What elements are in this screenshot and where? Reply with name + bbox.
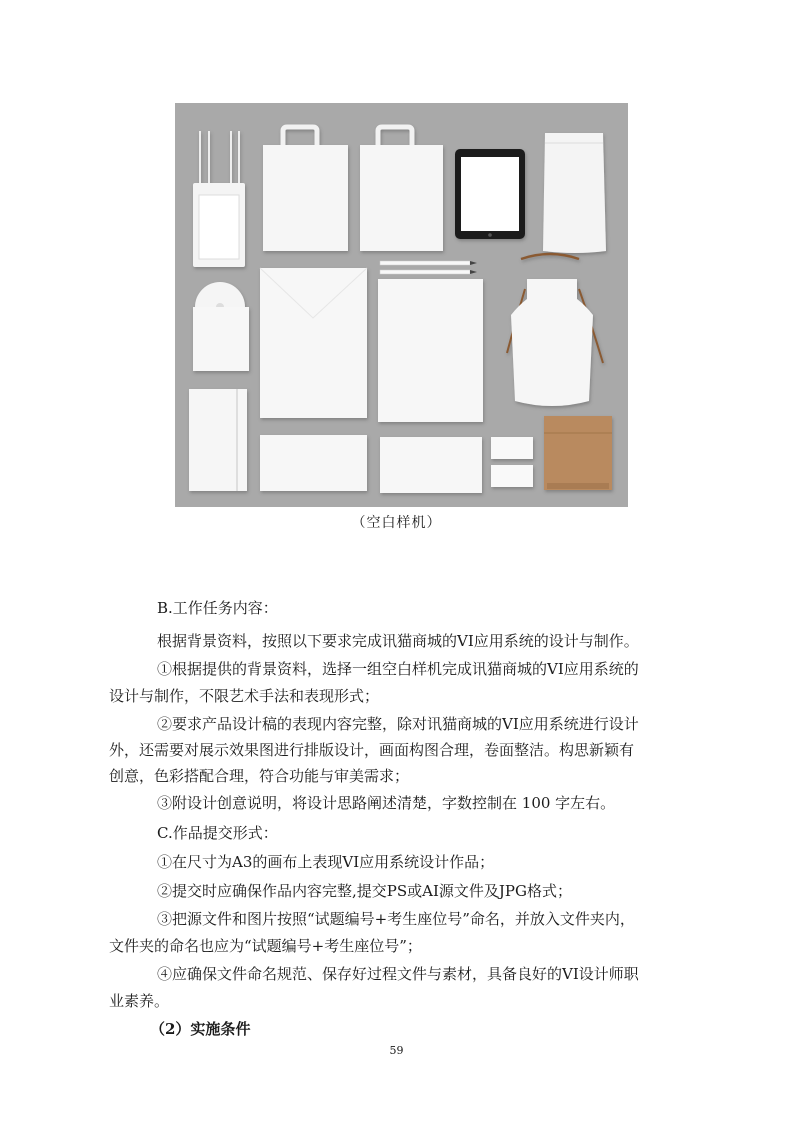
- heading-c: C.作品提交形式：: [157, 824, 278, 842]
- envelope-small: [380, 437, 482, 493]
- cd-sleeve: [193, 282, 249, 371]
- requirement-2-line-1: ②要求产品设计稿的表现内容完整，除对讯猫商城的VI应用系统进行设计: [157, 715, 639, 733]
- requirement-2-line-3: 创意，色彩搭配合理，符合功能与审美需求；: [109, 767, 410, 785]
- envelope-dl: [260, 435, 367, 491]
- tablet: [455, 149, 525, 239]
- stand-up-pouch: [543, 133, 606, 253]
- submission-1: ①在尺寸为A3的画布上表现VI应用系统设计作品；: [157, 853, 495, 871]
- id-badge: [193, 131, 245, 267]
- shopping-bag-1: [263, 127, 348, 251]
- notebook: [189, 389, 247, 491]
- shopping-bag-2: [360, 127, 443, 251]
- business-cards: [491, 437, 533, 487]
- page-number: 59: [389, 1044, 404, 1057]
- apron: [507, 254, 603, 406]
- submission-2: ②提交时应确保作品内容完整,提交PS或AI源文件及JPG格式；: [157, 882, 572, 900]
- intro-paragraph: 根据背景资料，按照以下要求完成讯猫商城的VI应用系统的设计与制作。: [157, 632, 639, 650]
- submission-3-line-2: 文件夹的命名也应为“试题编号+考生座位号”；: [109, 937, 422, 955]
- figure-caption: （空白样机）: [351, 515, 442, 531]
- submission-4-line-2: 业素养。: [109, 992, 170, 1010]
- requirement-1-line-1: ①根据提供的背景资料，选择一组空白样机完成讯猫商城的VI应用系统的: [157, 660, 639, 678]
- blank-mockup-image: [175, 103, 628, 507]
- submission-3-line-1: ③把源文件和图片按照“试题编号+考生座位号”命名，并放入文件夹内，: [157, 910, 635, 928]
- section-heading-implementation-conditions: （2）实施条件: [150, 1020, 251, 1038]
- requirement-2-line-2: 外，还需要对展示效果图进行排版设计，画面构图合理，卷面整洁。构思新颖有: [109, 741, 635, 759]
- heading-b: B.工作任务内容：: [157, 599, 278, 617]
- pencils: [380, 261, 477, 274]
- kraft-box: [544, 416, 612, 490]
- large-envelope: [260, 268, 367, 418]
- mockup-illustration: [175, 103, 628, 507]
- submission-4-line-1: ④应确保文件命名规范、保存好过程文件与素材，具备良好的VI设计师职: [157, 965, 639, 983]
- letterhead-paper: [378, 279, 483, 422]
- requirement-3: ③附设计创意说明，将设计思路阐述清楚，字数控制在 100 字左右。: [157, 794, 616, 812]
- requirement-1-line-2: 设计与制作，不限艺术手法和表现形式；: [109, 687, 380, 705]
